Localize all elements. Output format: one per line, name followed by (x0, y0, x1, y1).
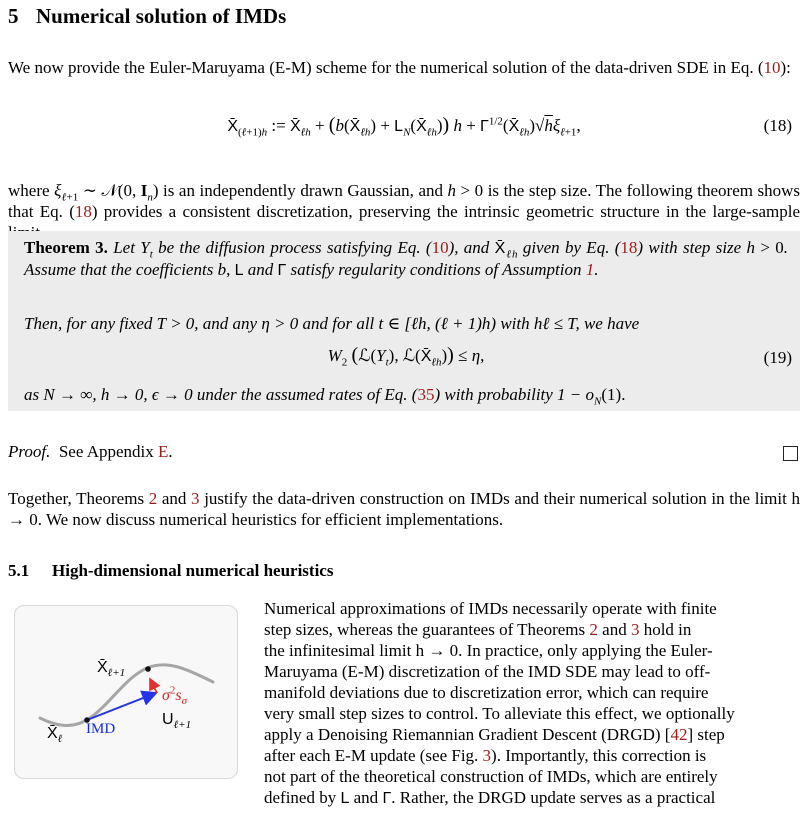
theorem-ref-3[interactable]: 3 (191, 489, 200, 508)
theorem-condition-text: Then, for any fixed T > 0, and any η > 0 and for all t ∈ [ℓh, (ℓ + 1)h) with hℓ ≤ T, we have (24, 314, 640, 333)
theorem-text-e: ) with step size (637, 238, 747, 257)
together-paragraph (8, 488, 800, 530)
theorem-box (8, 231, 800, 411)
intro-text: We now provide the Euler-Maruyama (E-M) scheme for the numerical solution of the data-driven SDE in Eq. ( (8, 58, 764, 77)
theorem-conclusion-c: (1). (601, 385, 626, 404)
subsection-title-text: High-dimensional numerical heuristics (52, 561, 334, 580)
proof-end: . (168, 442, 173, 461)
right-line-10: defined by L and Γ. Rather, the DRGD update serves as a practical (264, 788, 716, 807)
assumption-ref-1[interactable]: 1 (585, 260, 595, 279)
right-line-4: Maruyama (E-M) discretization of the IMD SDE may lead to off- (264, 662, 711, 681)
theorem-conclusion-b: ) with probability 1 − o (434, 385, 595, 404)
figure-ref-3[interactable]: 3 (482, 746, 492, 765)
label-x-current: $X̄_\ell$ (47, 725, 63, 746)
where-paragraph: where $\xi_{\ell+1}$ ∼ 𝒩(0, $I_n$) is an independently drawn Gaussian, and h > 0 is the step size. The following theorem shows that Eq. (18) provides a consistent discretization, preserving the intrinsic geometric structure in the large-sample (8, 180, 800, 243)
right-line-7: apply a Denoising Riemannian Gradient Descent (DRGD) [42] step (264, 725, 725, 744)
next-point-dot (145, 666, 151, 672)
theorem-ref-2b[interactable]: 2 (589, 620, 598, 639)
theorem-label: Theorem 3. (24, 238, 108, 257)
eq-ref-18-theorem[interactable]: 18 (620, 238, 638, 257)
equation-18-body: $X̄_{(\ell+1)h}$ := $X̄_{\ell h}$ + ($b(X̄_{\ell h})$ + $L_N(X̄_{\ell h})$) $h + \Gamma^{1/2}(X̄_{\ell h})√h\xi_{\ell+1}$, (227, 114, 581, 139)
theorem-conclusion: as N → ∞, h → 0, ϵ → 0 under the assumed rates of Eq. (35) with probability $1 - o_N(1)$. (24, 385, 626, 408)
qed-square-icon (783, 446, 798, 461)
section-title (8, 6, 286, 27)
where-text-3: is the step size. The following theorem shows that Eq. ( (8, 181, 800, 221)
theorem-text-b: be the diffusion process satisfying Eq. ( (152, 238, 432, 257)
equation-18-number: (18) (763, 116, 792, 135)
equation-19-number: (19) (763, 348, 792, 367)
together-text-a: Together, Theorems (8, 489, 149, 508)
intro-text-end: ): (780, 58, 791, 77)
equation-19: $W_2$ ($ℒ(Y_t)$, $ℒ(X̄_{\ell h})) \le \eta$, (327, 344, 485, 369)
together-text-c: justify the data-driven construction on IMDs and their numerical solution in the limit h → 0. We now discuss numerical heuristics for efficient implementations. (8, 489, 800, 529)
appendix-ref[interactable]: E (158, 442, 169, 461)
right-line-6: very small step sizes to control. To alleviate this effect, we optionally (264, 704, 735, 723)
theorem-text-i: . (594, 260, 599, 279)
subsection-title (8, 560, 333, 581)
right-column-text (264, 598, 800, 809)
right-line-9: not part of the theoretical construction of IMDs, which are entirely (264, 767, 718, 786)
theorem-text-h: satisfy regularity conditions of Assumption (286, 260, 586, 279)
intro-paragraph (8, 57, 800, 78)
subsection-number: 5.1 (8, 561, 30, 580)
label-imd: IMD (86, 721, 116, 737)
right-line-1: Numerical approximations of IMDs necessarily operate with finite (264, 599, 717, 618)
label-sigma-s: $\sigma^2s_\sigma$ (162, 684, 188, 708)
theorem-ref-3b[interactable]: 3 (630, 620, 640, 639)
theorem-text-a: Let Y (113, 238, 150, 257)
section-title-text: Numerical solution of IMDs (36, 4, 287, 28)
theorem-conclusion-a: as N → ∞, h → 0, ϵ → 0 under the assumed rates of Eq. ( (24, 385, 418, 404)
where-text-1: where (8, 181, 55, 200)
theorem-ref-2[interactable]: 2 (148, 489, 158, 508)
imd-arrow (87, 693, 156, 720)
together-text-b: and (157, 489, 192, 508)
where-text-4: ) provides a consistent discretization, preserving the intrinsic geometric structure in the large-sample (91, 202, 800, 221)
eq-ref-10[interactable]: 10 (763, 58, 781, 77)
theorem-text-c: ), and (448, 238, 495, 257)
eq-ref-35[interactable]: 35 (417, 385, 435, 404)
correction-arrow (150, 679, 157, 693)
where-text-2: is an independently drawn Gaussian, and (158, 181, 448, 200)
theorem-text-f: . Assume that the coefficients (24, 238, 788, 279)
right-line-8: after each E-M update (see Fig. 3). Importantly, this correction is (264, 746, 707, 765)
eq-ref-18[interactable]: 18 (74, 202, 92, 221)
theorem-statement: Theorem 3. Let $Y_t$ be the diffusion process satisfying Eq. (10), and $X̄_{\ell h}$ given by Eq. (18) with step size h > 0. Assume that the coefficients b, L and Γ satisfy regularity conditions of Assumption 1. (24, 238, 788, 279)
theorem-text-g: and (243, 260, 278, 279)
proof-line (8, 441, 800, 462)
proof-label: Proof. (8, 442, 51, 461)
right-line-2: step sizes, whereas the guarantees of Theorems 2 and 3 hold in (264, 620, 692, 639)
eq-ref-10-theorem[interactable]: 10 (431, 238, 449, 257)
theorem-text-d: given by Eq. ( (517, 238, 621, 257)
equation-18 (8, 115, 800, 139)
manifold-diagram (15, 606, 237, 778)
label-x-next: $X̄_{\ell+1}$ (97, 659, 126, 680)
right-line-3: the infinitesimal limit h → 0. In practice, only applying the Euler- (264, 641, 713, 660)
section-number: 5 (8, 4, 19, 28)
right-line-5: manifold deviations due to discretization error, which can require (264, 683, 709, 702)
label-u-next: $U_{\ell+1}$ (162, 711, 192, 732)
citation-42[interactable]: 42 (670, 725, 688, 744)
figure-3-diagram (14, 605, 238, 779)
proof-text: See Appendix (58, 442, 158, 461)
theorem-condition (24, 313, 788, 334)
